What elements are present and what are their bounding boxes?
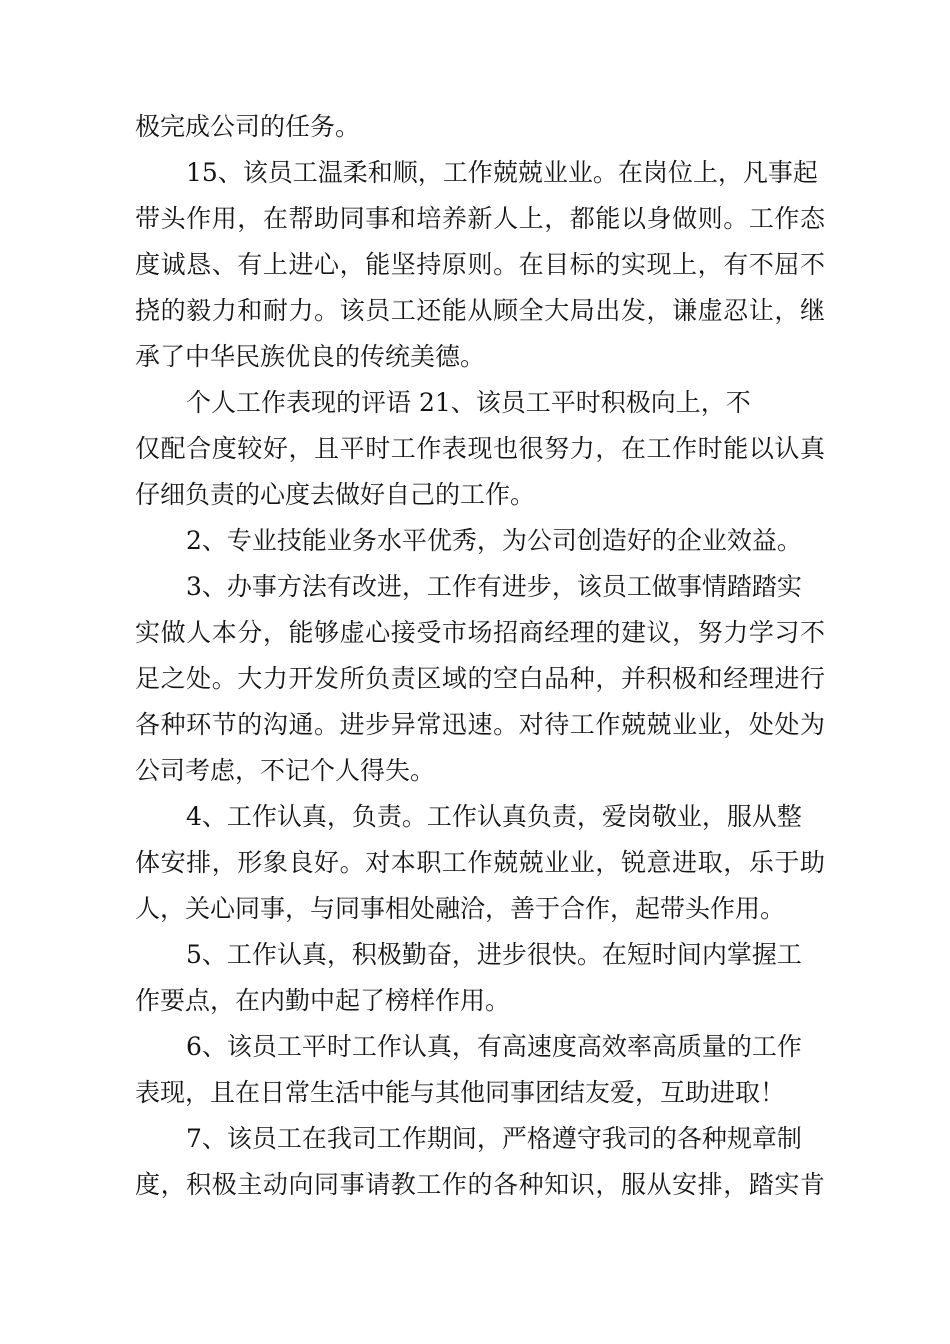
text-line: 度，积极主动向同事请教工作的各种知识，服从安排，踏实肯 bbox=[135, 1170, 825, 1199]
text-line: 体安排，形象良好。对本职工作兢兢业业，锐意进取，乐于助 bbox=[135, 848, 825, 877]
paragraph-start: 2、专业技能业务水平优秀，为公司创造好的企业效益。 bbox=[186, 526, 802, 555]
paragraph-start: 6、该员工平时工作认真，有高速度高效率高质量的工作 bbox=[186, 1032, 802, 1061]
paragraph-start: 4、工作认真，负责。工作认真负责，爱岗敬业，服从整 bbox=[186, 802, 802, 831]
paragraph-start: 7、该员工在我司工作期间，严格遵守我司的各种规章制 bbox=[186, 1124, 802, 1153]
text-line: 挠的毅力和耐力。该员工还能从顾全大局出发，谦虚忍让，继 bbox=[135, 296, 825, 325]
text-line: 表现，且在日常生活中能与其他同事团结友爱，互助进取！ bbox=[135, 1078, 786, 1107]
text-line: 实做人本分，能够虚心接受市场招商经理的建议，努力学习不 bbox=[135, 618, 825, 647]
text-line: 仅配合度较好，且平时工作表现也很努力，在工作时能以认真 bbox=[135, 434, 825, 463]
text-line: 公司考虑，不记个人得失。 bbox=[135, 756, 436, 785]
text-line: 带头作用，在帮助同事和培养新人上，都能以身做则。工作态 bbox=[135, 204, 825, 233]
text-line: 极完成公司的任务。 bbox=[135, 112, 361, 141]
paragraph-start: 3、办事方法有改进，工作有进步，该员工做事情踏踏实 bbox=[186, 572, 802, 601]
text-line: 各种环节的沟通。进步异常迅速。对待工作兢兢业业，处处为 bbox=[135, 710, 825, 739]
text-line: 人，关心同事，与同事相处融洽，善于合作，起带头作用。 bbox=[135, 894, 786, 923]
paragraph-start: 15、该员工温柔和顺，工作兢兢业业。在岗位上，凡事起 bbox=[186, 158, 818, 187]
text-line: 承了中华民族优良的传统美德。 bbox=[135, 342, 486, 371]
text-line: 度诚恳、有上进心，能坚持原则。在目标的实现上，有不屈不 bbox=[135, 250, 825, 279]
paragraph-start: 5、工作认真，积极勤奋，进步很快。在短时间内掌握工 bbox=[186, 940, 802, 969]
text-line: 作要点，在内勤中起了榜样作用。 bbox=[135, 986, 511, 1015]
text-line: 足之处。大力开发所负责区域的空白品种，并积极和经理进行 bbox=[135, 664, 825, 693]
paragraph-start: 个人工作表现的评语 21、该员工平时积极向上，不 bbox=[186, 388, 751, 417]
text-line: 仔细负责的心度去做好自己的工作。 bbox=[135, 480, 536, 509]
